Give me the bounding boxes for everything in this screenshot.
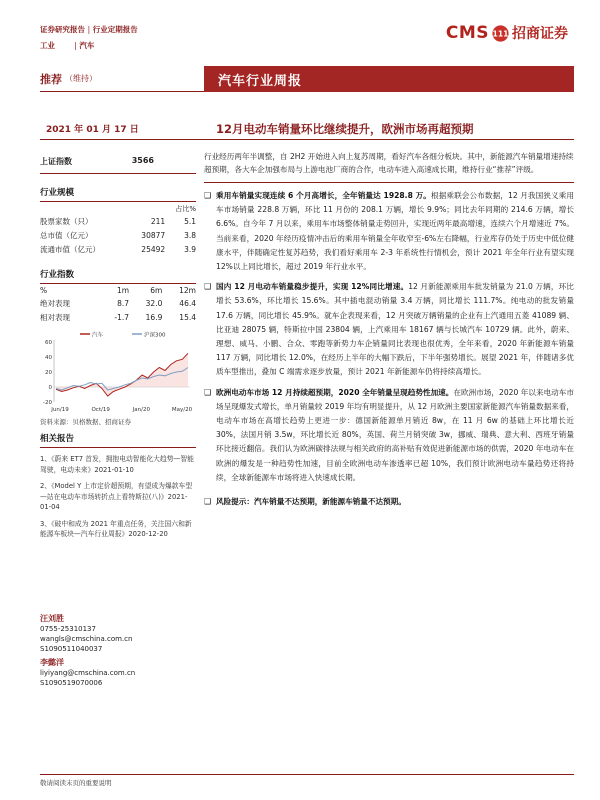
x-tick-label: Jan/20 — [132, 407, 151, 413]
row-value: 32.0 — [145, 298, 163, 308]
table-row — [40, 214, 196, 228]
report-type-label: 证券研究报告 — [40, 25, 85, 34]
row-value: -1.7 — [114, 312, 130, 322]
rating-label: 推荐 — [40, 72, 62, 86]
row-value: 30877 — [141, 230, 166, 240]
row-pct: 3.9 — [184, 244, 196, 254]
analyst-2 — [40, 658, 196, 688]
legend-label: 沪深300 — [144, 332, 166, 339]
col-header: 1m — [116, 285, 130, 295]
industry-table — [40, 202, 196, 256]
row-label: 股票家数（只） — [40, 216, 93, 226]
row-label: 绝对表现 — [40, 298, 70, 308]
table-row — [40, 242, 196, 256]
subsector-label: 汽车 — [79, 41, 95, 50]
col-header: 6m — [150, 285, 163, 295]
industry-index-title: 行业指数 — [40, 256, 196, 284]
bullet-box-icon: ❑ — [204, 282, 212, 292]
analyst-name: 李懿洋 — [40, 657, 64, 667]
y-tick-label: 60 — [45, 340, 52, 346]
chart-source: 资料来源：贝格数据、招商证券 — [40, 418, 131, 426]
analyst-phone: 0755-25310137 — [40, 624, 96, 633]
analyst-cert: S1090511040037 — [40, 644, 103, 653]
related-reports-title: 相关报告 — [40, 426, 196, 448]
analyst-1 — [40, 614, 196, 654]
analyst-email[interactable]: liyiyang@cmschina.com.cn — [40, 668, 136, 677]
logo-badge-icon — [492, 25, 509, 42]
analyst-email[interactable]: wangls@cmschina.com.cn — [40, 634, 133, 643]
industry-header-row — [40, 202, 196, 214]
industry-scale-title: 行业规模 — [40, 174, 196, 202]
date-headline-row — [40, 118, 574, 140]
x-tick-label: May/20 — [171, 407, 193, 413]
related-report-item[interactable]: 3、《破中和成为 2021 年重点任务，关注国六和新能源车板块—汽车行业周报》2020-12-20 — [40, 519, 192, 538]
logo-cn: 招商证券 — [512, 26, 568, 42]
col-header: 12m — [179, 285, 196, 295]
main-content — [204, 150, 574, 509]
key-point — [204, 189, 574, 274]
row-value: 16.9 — [145, 312, 163, 322]
report-type — [40, 24, 138, 35]
y-tick-label: 20 — [45, 370, 52, 376]
y-tick-label: 0 — [48, 385, 52, 391]
row-label: 相对表现 — [40, 312, 70, 322]
bullet-box-icon: ❑ — [204, 497, 212, 507]
y-tick-label: -20 — [43, 400, 52, 406]
col-header: % — [40, 285, 48, 295]
headline: 12月电动车销量环比继续提升，欧洲市场再超预期 — [216, 121, 474, 136]
logo-text: CMS — [445, 23, 489, 43]
summary-paragraph: 行业经历两年半调整，自 2H2 开始进入向上复苏周期，看好汽车各细分板块。其中，新能源汽车销量增速持续超预期，各大车企加强布局与上游电池厂商的合作，电动车进入高速成长期，维持行业“推荐”评级。 — [204, 150, 574, 183]
index-label: 上证指数 — [40, 157, 72, 166]
rating-note: （维持） — [65, 74, 97, 83]
separator: | — [87, 25, 91, 34]
report-series-label: 行业定期报告 — [92, 25, 138, 34]
key-point — [204, 280, 574, 379]
svg-text:111: 111 — [492, 28, 509, 38]
legend-label: 汽车 — [92, 332, 104, 339]
row-value: 211 — [150, 216, 166, 226]
performance-table — [40, 284, 196, 324]
key-point-lead: 乘用车销量实现连续 6 个月高增长，全年销量达 1928.8 万。 — [216, 191, 431, 200]
chart-svg — [40, 328, 196, 416]
row-value: 46.4 — [179, 298, 196, 308]
key-point-text — [216, 189, 574, 274]
key-point-text — [216, 280, 574, 379]
risk-note — [204, 495, 574, 509]
table-row — [40, 228, 196, 242]
row-value: 15.4 — [179, 312, 196, 322]
x-tick-label: Jun/19 — [51, 407, 69, 413]
related-report-item[interactable]: 1、《蔚来 ET7 首发，拥抱电动智能化大趋势—智能驾驶，电动未来》2021-01-10 — [40, 455, 194, 474]
table-row — [40, 296, 196, 310]
report-date: 2021 年 01 月 17 日 — [46, 125, 139, 135]
key-point-body: 根据乘联会公布数据，12 月我国狭义乘用车市场销量 228.8 万辆，环比 11 月份的 208.1 万辆，增长 9.9%；同比去年同期的 214.6 万辆，增长 6.6%。自今年 7 月以来，乘用车市场整体销量走势回升，实现近两年最高增速，连续六个月增速近 7%。当前来看，2020 年经历疫情冲击后的乘用车销量全年收窄至-6%左右降幅，行业库存仍处于历史中低位健康水平，伴随确定性复苏趋势，我们看好乘用车 2-3 年系统性行情机会，预计 2021 年全年行业有望实现 12%以上同比增长，超过 2019 年行业水平。 — [216, 191, 574, 272]
share-header: 占比% — [175, 205, 196, 213]
row-value: 25492 — [141, 244, 166, 254]
related-report-item[interactable]: 2、《Model Y 上市定价超预期，有望成为爆款车型—站在电动车市场转折点上看特斯拉(八)》2021-01-04 — [40, 482, 193, 511]
bullet-box-icon: ❑ — [204, 387, 212, 397]
index-chart — [40, 328, 196, 416]
index-row — [40, 148, 196, 174]
key-point-body: 在欧洲市场，2020 年以来电动车市场呈现爆发式增长，单月销量较 2019 年均有明显提升，从 12 月欧洲主要国家新能源汽车销量数据来看，电动车市场在高增长趋势上更进一步：德国新能源单月销近 8w，在 11 月 6w 的基础上环比增长近 30%，法国月销 3.5w，环比增长近 80%，英国、荷兰月销突破 3w，挪威、瑞典、意大利、西班牙销量环比接近翻倍。我们认为欧洲碳排法规与相关政府的高补贴有效促进新能源市场的供需，2020 年电动车在欧洲的爆发是一种趋势性加速，目前全欧洲电动车渗透率已超 10%，我们预计欧洲电动车量趋势还将持续，全球新能源车市场将进入快速成长期。 — [216, 387, 574, 482]
row-label: 流通市值（亿元） — [40, 244, 100, 254]
sector-label: 工业 — [40, 41, 55, 50]
index-value: 3566 — [131, 156, 154, 165]
key-point-text — [216, 386, 574, 485]
risk-text — [216, 495, 406, 509]
rating — [40, 66, 204, 92]
separator: | — [74, 41, 77, 50]
footer-disclaimer: 敬请阅读末页的重要说明 — [40, 774, 574, 787]
key-point — [204, 386, 574, 485]
bullet-box-icon: ❑ — [204, 191, 212, 200]
risk-warning: 风险提示：汽车销量不达预期，新能源车销量不达预期。 — [216, 497, 406, 507]
y-tick-label: 40 — [45, 355, 52, 361]
analyst-cert: S1090519070006 — [40, 678, 103, 687]
sidebar — [40, 148, 196, 688]
analyst-name: 汪刘胜 — [40, 613, 64, 623]
row-pct: 5.1 — [184, 216, 196, 226]
x-tick-label: Oct/19 — [91, 407, 110, 413]
row-pct: 3.8 — [184, 230, 196, 240]
key-point-lead: 欧洲电动车市场 12 月持续超预期，2020 全年销量呈现趋势性加速。 — [216, 387, 454, 397]
key-point-body: 12 月新能源乘用车批发销量为 21.0 万辆，环比增长 53.6%，环比增长 15.6%。其中插电混动销量 3.4 万辆，同比增长 111.7%。纯电动的批发销量 17.6 万辆，同比增长 45.9%。就车企表现来看，12 月突破万辆销量的企业有上汽通用五菱 41089 辆、比亚迪 28075 辆，特斯拉中国 23804 辆，上汽乘用车 18167 辆与长城汽车 10729 辆。此外，蔚来、理想、威马、小鹏、合众、零跑等新势力车企销量同比表现也很优秀，全年来看，2020 年新能源车销量 117 万辆，同比增长 12.0%，在经历上半年的大幅下跌后，下半年强势增长。展望 2021 年，伴随诸多优质车型推出，叠加 C 端需求逐步放量，预计 2021 年新能源车仍将持续高增长。 — [216, 282, 574, 377]
report-title-box — [204, 66, 574, 92]
key-point-lead: 国内 12 月电动车销量稳步提升，实现 12%同比增速。 — [216, 282, 409, 292]
title-banner — [40, 66, 574, 92]
sector-tags — [40, 40, 94, 51]
row-label: 总市值（亿元） — [40, 230, 93, 240]
table-header-row — [40, 284, 196, 296]
row-value: 8.7 — [117, 298, 130, 308]
report-title: 汽车行业周报 — [218, 73, 303, 89]
table-row — [40, 310, 196, 324]
cms-logo — [446, 20, 568, 46]
